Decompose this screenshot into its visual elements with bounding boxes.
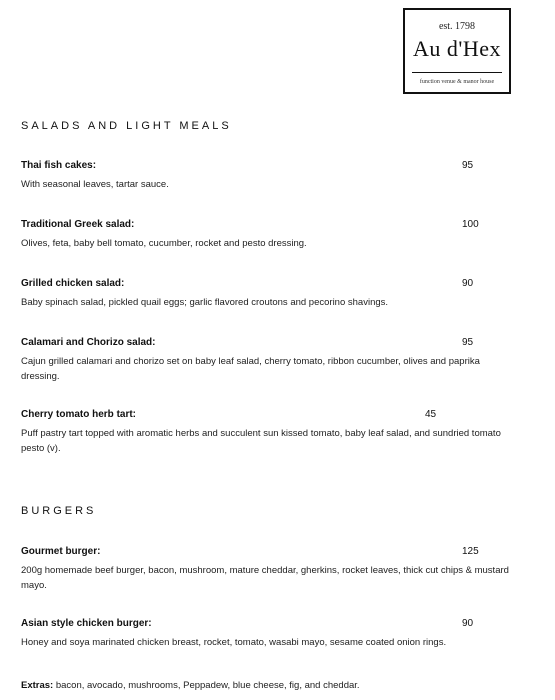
menu-item-price: 45	[425, 409, 437, 420]
menu-item-price: 90	[462, 278, 474, 289]
menu-item-price: 125	[462, 546, 479, 557]
menu-item-description: Honey and soya marinated chicken breast, rocket, tomato, wasabi mayo, sesame coated onion rings.	[21, 637, 447, 648]
extras-text: bacon, avocado, mushrooms, Peppadew, blue cheese, fig, and cheddar.	[53, 680, 360, 691]
menu-item-name: Traditional Greek salad:	[21, 219, 135, 230]
logo-divider	[412, 72, 502, 73]
menu-item-price: 95	[462, 160, 474, 171]
logo-tagline: function venue & manor house	[419, 79, 495, 85]
menu-item-name: Thai fish cakes:	[21, 160, 97, 171]
menu-item-description: With seasonal leaves, tartar sauce.	[21, 179, 169, 190]
menu-item-name: Cherry tomato herb tart:	[21, 409, 137, 420]
menu-item-description: 200g homemade beef burger, bacon, mushroom, mature cheddar, gherkins, rocket leaves, thick cut chips & mustard mayo.	[21, 565, 509, 591]
menu-item-name: Gourmet burger:	[21, 546, 101, 557]
menu-item-description: Puff pastry tart topped with aromatic herbs and succulent sun kissed tomato, baby leaf salad, and sundried tomato pesto (v).	[21, 428, 501, 454]
logo-name: Au d'Hex	[412, 36, 501, 61]
menu-item-name: Calamari and Chorizo salad:	[21, 337, 156, 348]
menu-item-description: Baby spinach salad, pickled quail eggs; garlic flavored croutons and pecorino shavings.	[21, 297, 389, 308]
menu-item-name: Asian style chicken burger:	[21, 618, 152, 629]
section-title-salads: SALADS AND LIGHT MEALS	[21, 120, 232, 132]
menu-item-price: 95	[462, 337, 474, 348]
menu-item-price: 100	[462, 219, 479, 230]
extras-line	[21, 680, 360, 691]
logo-established: est. 1798	[438, 21, 476, 32]
section-title-burgers: BURGERS	[21, 505, 97, 517]
menu-item-description: Olives, feta, baby bell tomato, cucumber, rocket and pesto dressing.	[21, 238, 307, 249]
extras-label: Extras:	[21, 680, 54, 691]
menu-item-name: Grilled chicken salad:	[21, 278, 125, 289]
menu-item-price: 90	[462, 618, 474, 629]
menu-item-description: Cajun grilled calamari and chorizo set on baby leaf salad, cherry tomato, ribbon cucumber, olives and paprika dressing.	[21, 356, 480, 382]
venue-logo	[403, 8, 511, 94]
